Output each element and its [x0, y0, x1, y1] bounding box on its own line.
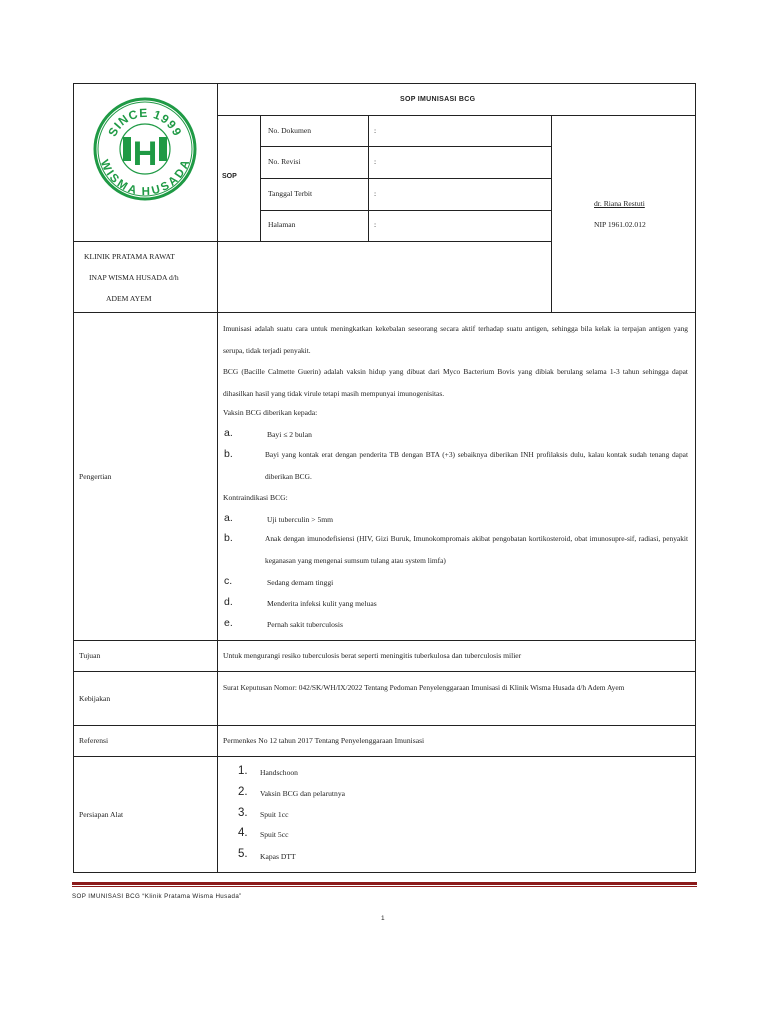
list-marker: c.: [224, 575, 233, 587]
list-item: Sedang demam tinggi: [267, 578, 334, 587]
tujuan-text: Untuk mengurangi resiko tuberculosis berat seperti meningitis tuberkulosa dan tuberculosis milier: [223, 651, 522, 660]
logo-letter: H: [132, 135, 158, 173]
list-marker: a.: [224, 512, 233, 524]
row-label-referensi: Referensi: [79, 736, 109, 745]
list-item: Uji tuberculin > 5mm: [267, 515, 334, 524]
list-item: Vaksin BCG dan pelarutnya: [260, 789, 345, 798]
doc-row-value: :: [374, 220, 377, 229]
sop-label: SOP: [222, 173, 237, 180]
list-item: Bayi yang kontak erat dengan penderita TB dengan BTA (+3) sebaiknya diberikan INH profilaksis dulu, kalau kontak sudah tenang dapat diberikan BCG.: [265, 450, 688, 481]
list-item: Kapas DTT: [260, 852, 296, 861]
logo-bottom-text: WISMA HUSADA: [97, 158, 193, 199]
list-item: Spuit 1cc: [260, 810, 289, 819]
list-marker: e.: [224, 617, 233, 629]
document-title: SOP IMUNISASI BCG: [400, 96, 476, 103]
clinic-logo: [93, 97, 197, 201]
clinic-name-line: INAP WISMA HUSADA d/h: [89, 273, 179, 282]
clinic-name-line: ADEM AYEM: [106, 294, 152, 303]
row-label-tujuan: Tujuan: [79, 651, 101, 660]
footer-rule-thin: [72, 886, 697, 887]
footer-rule: [72, 882, 697, 885]
referensi-text: Permenkes No 12 tahun 2017 Tentang Penyelenggaraan Imunisasi: [223, 736, 425, 745]
doc-row-label: Tanggal Terbit: [268, 189, 313, 198]
list-marker: 4.: [238, 827, 248, 839]
doc-row-label: Halaman: [268, 220, 296, 229]
list-marker: a.: [224, 427, 233, 439]
doc-row-value: :: [374, 157, 377, 166]
list-marker: 5.: [238, 848, 248, 860]
list-marker: 2.: [238, 786, 248, 798]
list-item: Pernah sakit tuberculosis: [267, 620, 343, 629]
list-marker: d.: [224, 596, 233, 608]
row-label-pengertian: Pengertian: [79, 472, 112, 481]
list-marker: b.: [224, 532, 233, 544]
wisma-husada-logo-icon: [93, 97, 197, 201]
signer-nip: NIP 1961.02.012: [594, 220, 646, 229]
list-item: Menderita infeksi kulit yang meluas: [267, 599, 377, 608]
row-label-kebijakan: Kebijakan: [79, 694, 111, 703]
doc-row-value: :: [374, 126, 377, 135]
page-number: 1: [381, 915, 385, 922]
list-item: Spuit 5cc: [260, 830, 289, 839]
doc-row-label: No. Revisi: [268, 157, 301, 166]
list-marker: b.: [224, 448, 233, 460]
list-marker: 3.: [238, 807, 248, 819]
pengertian-intro: Imunisasi adalah suatu cara untuk meningkatkan kekebalan seseorang secara aktif terhadap suatu antigen, sehingga bila kelak ia terpajan antigen yang serupa, tidak terjadi penyakit.: [223, 324, 688, 355]
pengertian-bcg-definition: BCG (Bacille Calmette Guerin) adalah vaksin hidup yang dibuat dari Myco Bacterium Bovis yang dibiak berulang selama 1-3 tahun sehingga dapat dihasilkan hasil yang tidak virule tetapi masih mempunyai imunogenisitas.: [223, 367, 688, 398]
kebijakan-text: Surat Keputusan Nomor: 042/SK/WH/IX/2022 Tentang Pedoman Penyelenggaraan Imunisasi di Klinik Wisma Husada d/h Adem Ayem: [223, 683, 625, 692]
given-title: Vaksin BCG diberikan kepada:: [223, 408, 318, 417]
doc-row-value: :: [374, 189, 377, 198]
signer-name: dr. Riana Restuti: [594, 199, 645, 208]
doc-row-label: No. Dokumen: [268, 126, 312, 135]
row-label-persiapan-alat: Persiapan Alat: [79, 810, 124, 819]
list-item: Handschoon: [260, 768, 298, 777]
list-item: Bayi ≤ 2 bulan: [267, 430, 312, 439]
footer-text: SOP IMUNISASI BCG “Klinik Pratama Wisma Husada”: [72, 893, 242, 900]
clinic-name-line: KLINIK PRATAMA RAWAT: [84, 252, 175, 261]
list-marker: 1.: [238, 765, 248, 777]
list-item: Anak dengan imunodefisiensi (HIV, Gizi Buruk, Imunokompromais akibat pengobatan kortikosteroid, obat imunosupre-sif, radiasi, penyakit keganasan yang mengenai sumsum tulang atau system limfa): [265, 534, 688, 565]
logo-top-text: SINCE 1999: [105, 105, 185, 139]
contra-title: Kontraindikasi BCG:: [223, 493, 288, 502]
